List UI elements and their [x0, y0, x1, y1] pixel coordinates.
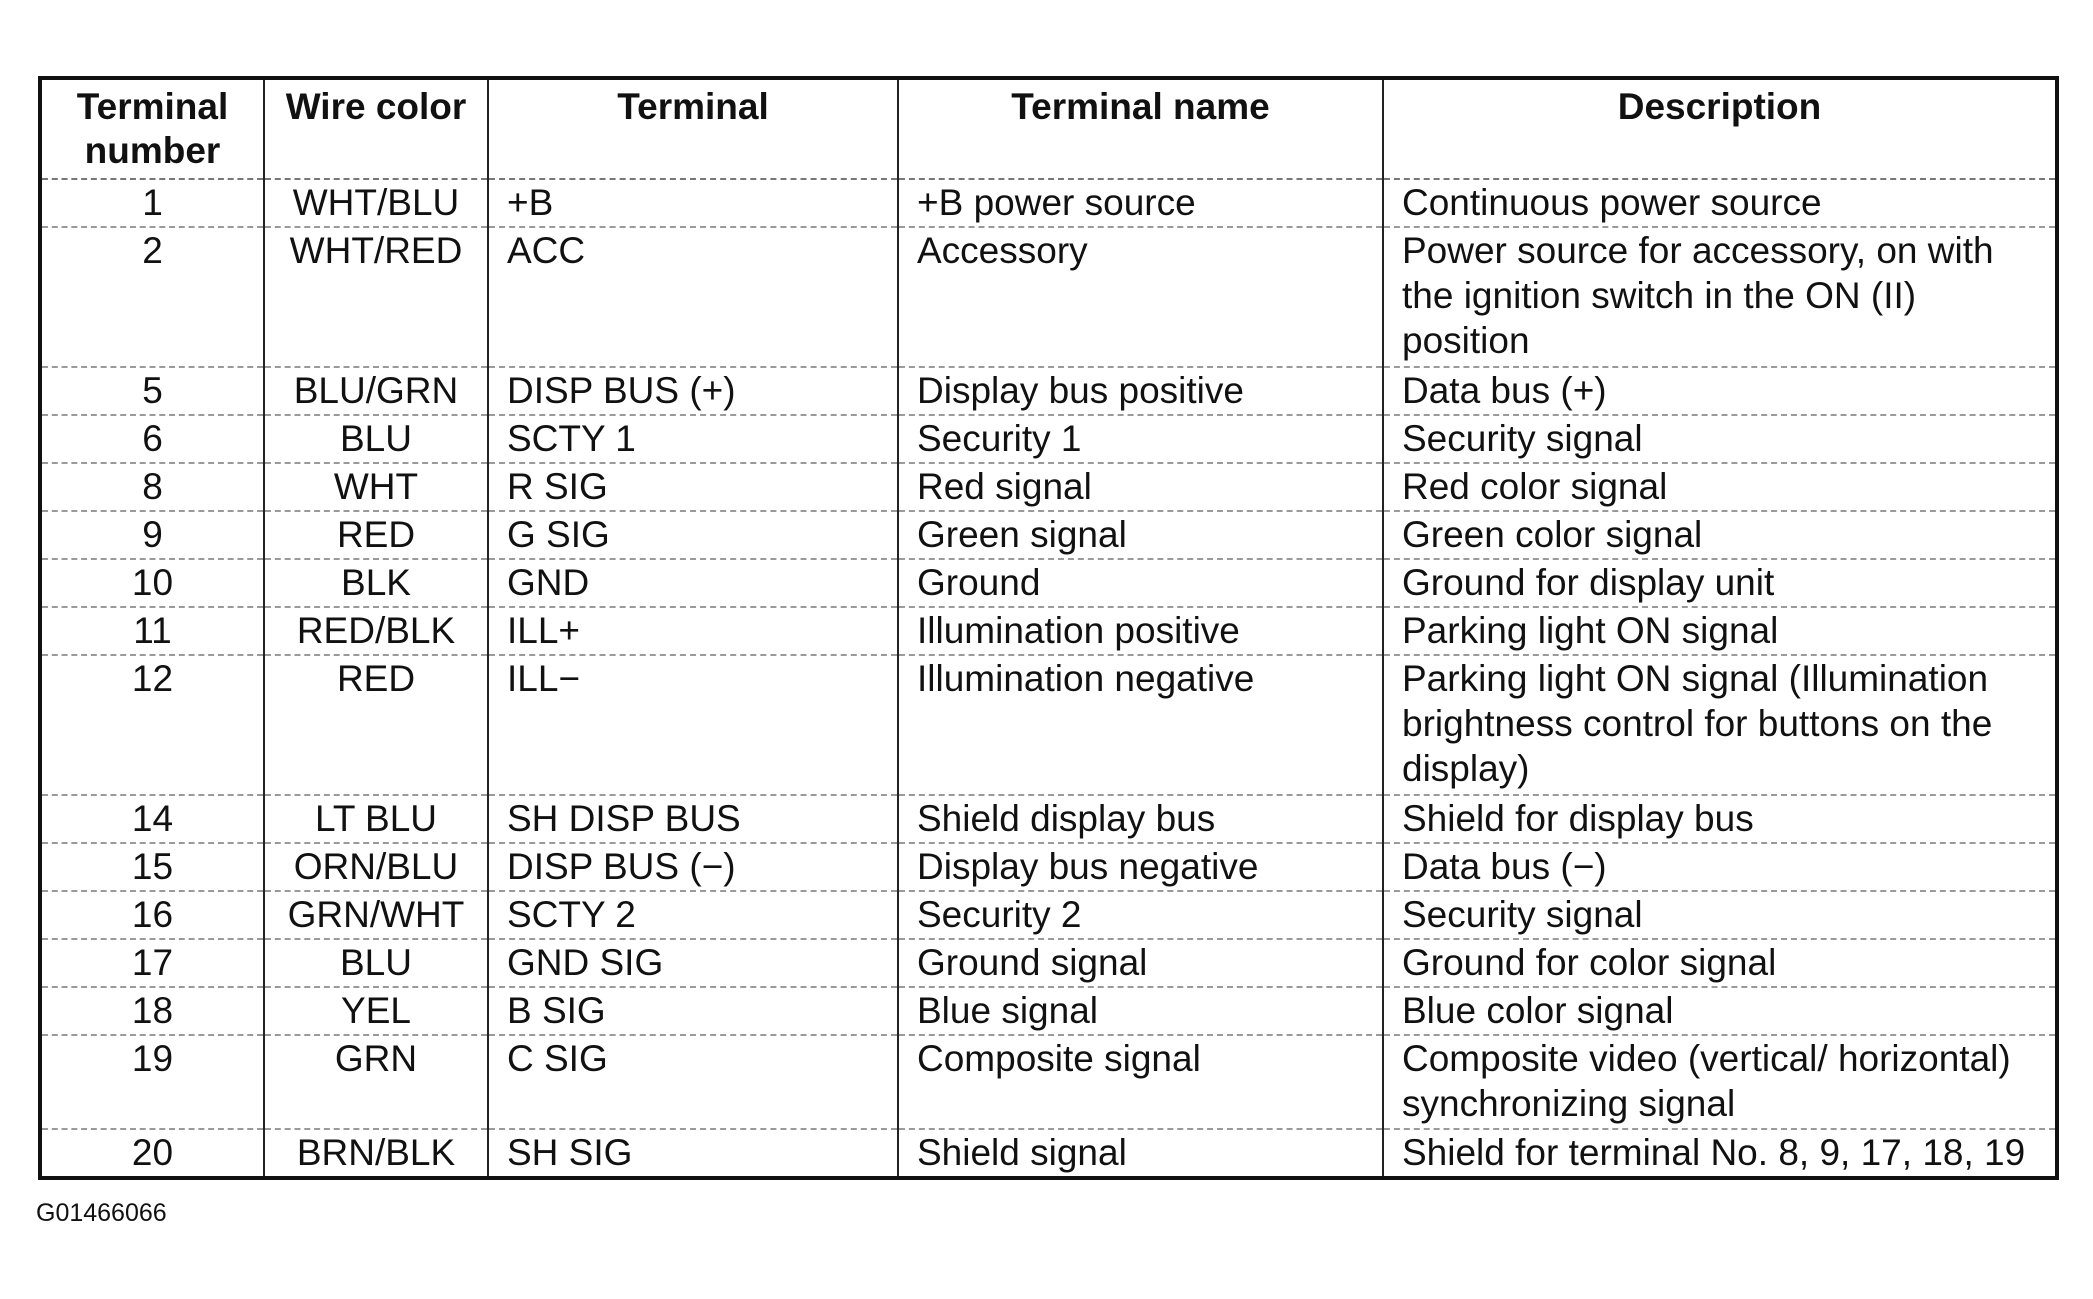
terminal-cell: SH DISP BUS — [488, 795, 898, 843]
header-wire-color: Wire color — [264, 78, 488, 179]
wire-color-cell: LT BLU — [264, 795, 488, 843]
wire-color-cell: WHT/BLU — [264, 179, 488, 227]
description-cell: Ground for color signal — [1383, 939, 2057, 987]
terminal-number-cell: 9 — [40, 511, 264, 559]
description-cell: Composite video (vertical/ horizontal) synchronizing signal — [1383, 1035, 2057, 1129]
wire-color-cell: BLU — [264, 415, 488, 463]
description-cell: Power source for accessory, on with the ignition switch in the ON (II) position — [1383, 227, 2057, 367]
table-row — [40, 367, 2057, 415]
terminal-cell: R SIG — [488, 463, 898, 511]
description-cell: Parking light ON signal (Illumination brightness control for buttons on the display) — [1383, 655, 2057, 795]
terminal-number-cell: 19 — [40, 1035, 264, 1129]
wire-color-cell: WHT — [264, 463, 488, 511]
terminal-name-cell: Shield display bus — [898, 795, 1383, 843]
table-row — [40, 843, 2057, 891]
terminal-number-cell: 8 — [40, 463, 264, 511]
table-row — [40, 227, 2057, 367]
terminal-number-cell: 18 — [40, 987, 264, 1035]
description-cell: Continuous power source — [1383, 179, 2057, 227]
terminal-name-cell: Accessory — [898, 227, 1383, 367]
terminal-cell: ILL− — [488, 655, 898, 795]
header-terminal: Terminal — [488, 78, 898, 179]
table-row — [40, 795, 2057, 843]
terminal-name-cell: Composite signal — [898, 1035, 1383, 1129]
terminal-number-cell: 5 — [40, 367, 264, 415]
terminal-name-cell: Display bus positive — [898, 367, 1383, 415]
terminal-number-cell: 6 — [40, 415, 264, 463]
terminal-cell: DISP BUS (+) — [488, 367, 898, 415]
wire-color-cell: ORN/BLU — [264, 843, 488, 891]
terminal-cell: GND SIG — [488, 939, 898, 987]
description-cell: Security signal — [1383, 415, 2057, 463]
description-cell: Red color signal — [1383, 463, 2057, 511]
terminal-name-cell: Blue signal — [898, 987, 1383, 1035]
terminal-number-cell: 12 — [40, 655, 264, 795]
wire-color-cell: RED — [264, 655, 488, 795]
terminal-cell: B SIG — [488, 987, 898, 1035]
description-cell: Security signal — [1383, 891, 2057, 939]
wire-color-cell: YEL — [264, 987, 488, 1035]
terminal-number-cell: 14 — [40, 795, 264, 843]
description-cell: Green color signal — [1383, 511, 2057, 559]
terminal-cell: SH SIG — [488, 1129, 898, 1178]
wire-color-cell: BLU/GRN — [264, 367, 488, 415]
terminal-name-cell: Display bus negative — [898, 843, 1383, 891]
table-row — [40, 655, 2057, 795]
terminal-cell: C SIG — [488, 1035, 898, 1129]
terminal-name-cell: Red signal — [898, 463, 1383, 511]
terminal-cell: +B — [488, 179, 898, 227]
terminal-name-cell: Security 2 — [898, 891, 1383, 939]
terminal-cell: SCTY 1 — [488, 415, 898, 463]
terminal-name-cell: Security 1 — [898, 415, 1383, 463]
table-row — [40, 1129, 2057, 1178]
table-row — [40, 179, 2057, 227]
description-cell: Shield for display bus — [1383, 795, 2057, 843]
terminal-number-cell: 11 — [40, 607, 264, 655]
terminal-cell: G SIG — [488, 511, 898, 559]
terminal-name-cell: Shield signal — [898, 1129, 1383, 1178]
description-cell: Shield for terminal No. 8, 9, 17, 18, 19 — [1383, 1129, 2057, 1178]
table-row — [40, 891, 2057, 939]
terminal-name-cell: Green signal — [898, 511, 1383, 559]
terminal-cell: ACC — [488, 227, 898, 367]
header-terminal-number: Terminal number — [40, 78, 264, 179]
wire-color-cell: BRN/BLK — [264, 1129, 488, 1178]
table-row — [40, 415, 2057, 463]
wire-color-cell: GRN/WHT — [264, 891, 488, 939]
table-row — [40, 939, 2057, 987]
terminal-cell: SCTY 2 — [488, 891, 898, 939]
terminal-name-cell: Ground signal — [898, 939, 1383, 987]
wire-color-cell: BLU — [264, 939, 488, 987]
terminal-cell: DISP BUS (−) — [488, 843, 898, 891]
terminal-table — [38, 76, 2059, 1180]
terminal-number-cell: 2 — [40, 227, 264, 367]
terminal-name-cell: Ground — [898, 559, 1383, 607]
description-cell: Parking light ON signal — [1383, 607, 2057, 655]
table-row — [40, 1035, 2057, 1129]
table-row — [40, 511, 2057, 559]
terminal-cell: GND — [488, 559, 898, 607]
terminal-name-cell: Illumination positive — [898, 607, 1383, 655]
table-row — [40, 987, 2057, 1035]
terminal-number-cell: 1 — [40, 179, 264, 227]
terminal-name-cell: +B power source — [898, 179, 1383, 227]
terminal-number-cell: 16 — [40, 891, 264, 939]
table-row — [40, 607, 2057, 655]
description-cell: Data bus (+) — [1383, 367, 2057, 415]
wire-color-cell: GRN — [264, 1035, 488, 1129]
terminal-number-cell: 10 — [40, 559, 264, 607]
header-description: Description — [1383, 78, 2057, 179]
wire-color-cell: RED/BLK — [264, 607, 488, 655]
table-row — [40, 463, 2057, 511]
figure-id: G01466066 — [36, 1199, 167, 1227]
terminal-number-cell: 17 — [40, 939, 264, 987]
header-row — [40, 78, 2057, 179]
wire-color-cell: WHT/RED — [264, 227, 488, 367]
wire-color-cell: RED — [264, 511, 488, 559]
wire-color-cell: BLK — [264, 559, 488, 607]
terminal-cell: ILL+ — [488, 607, 898, 655]
description-cell: Ground for display unit — [1383, 559, 2057, 607]
description-cell: Data bus (−) — [1383, 843, 2057, 891]
terminal-number-cell: 15 — [40, 843, 264, 891]
terminal-number-cell: 20 — [40, 1129, 264, 1178]
description-cell: Blue color signal — [1383, 987, 2057, 1035]
table-row — [40, 559, 2057, 607]
header-terminal-name: Terminal name — [898, 78, 1383, 179]
terminal-name-cell: Illumination negative — [898, 655, 1383, 795]
